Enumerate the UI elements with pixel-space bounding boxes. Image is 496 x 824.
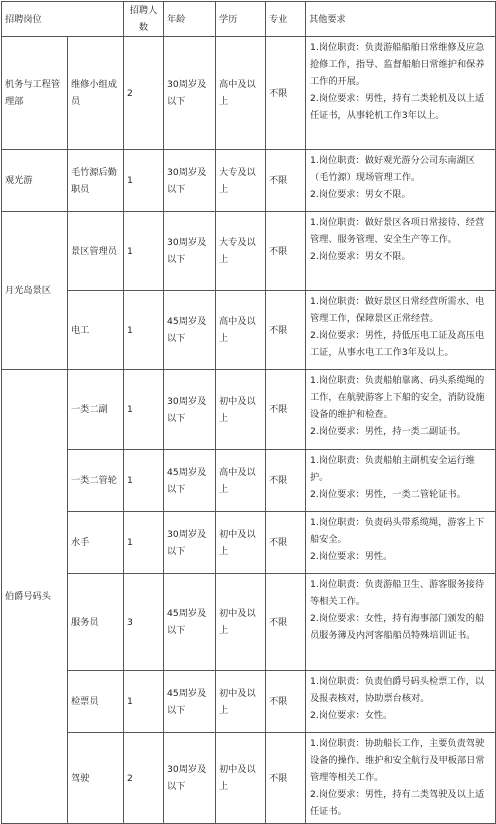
req-duty: 1.岗位职责：做好观光游分公司东南湖区（毛竹源）现场管理工作。 <box>310 155 475 183</box>
count-cell: 1 <box>124 150 164 212</box>
table-row <box>2 291 496 370</box>
age-cell: 45周岁及以下 <box>164 671 216 733</box>
req-requirement: 2.岗位要求：男性，一类二管轮证书。 <box>310 489 466 500</box>
recruitment-table <box>1 1 496 824</box>
table-row <box>2 574 496 671</box>
header-count: 招聘人数 <box>124 2 164 37</box>
req-cell <box>306 37 496 150</box>
req-duty: 1.岗位职责：负责游船卫生、游客服务接待等相关工作。 <box>310 579 485 607</box>
age-cell: 45周岁及以下 <box>164 574 216 671</box>
table-row <box>2 150 496 212</box>
req-cell <box>306 291 496 370</box>
position-cell: 服务员 <box>68 574 124 671</box>
table-row <box>2 671 496 733</box>
header-req: 其他要求 <box>306 2 496 37</box>
req-requirement: 2.岗位要求：男性，持低压电工证及高压电工证，从事水电工工作3年及以上。 <box>310 330 485 358</box>
header-age: 年龄 <box>164 2 216 37</box>
position-cell: 检票员 <box>68 671 124 733</box>
req-requirement: 2.岗位要求：男性，持一类二副证书。 <box>310 426 466 437</box>
req-duty: 1.岗位职责：做好景区各项日常接待、经营管理、服务管理、安全生产等工作。 <box>310 217 485 245</box>
req-duty: 1.岗位职责：负责伯爵号码头检票工作，以及报表核对，协助票台核对。 <box>310 676 485 704</box>
req-cell <box>306 212 496 291</box>
req-requirement: 2.岗位要求：男性，持有二类轮机及以上适任证书，从事轮机工作3年以上。 <box>310 93 485 121</box>
req-cell <box>306 450 496 512</box>
header-major: 专业 <box>266 2 306 37</box>
edu-cell: 初中及以上 <box>216 370 266 450</box>
major-cell: 不限 <box>266 37 306 150</box>
group-cell: 月光岛景区 <box>2 212 68 370</box>
req-cell <box>306 671 496 733</box>
count-cell: 1 <box>124 212 164 291</box>
req-duty: 1.岗位职责：负责船舶主副机安全运行维护。 <box>310 455 475 483</box>
count-cell: 2 <box>124 37 164 150</box>
req-cell <box>306 150 496 212</box>
req-duty: 1.岗位职责：负责游船船舶日常维修及应急抢修工作，指导、监督船舶日常维护和保养工作的开展。 <box>310 42 485 87</box>
edu-cell: 初中及以上 <box>216 671 266 733</box>
count-cell: 1 <box>124 450 164 512</box>
count-cell: 1 <box>124 291 164 370</box>
edu-cell: 高中及以上 <box>216 291 266 370</box>
req-cell <box>306 370 496 450</box>
table-row <box>2 370 496 450</box>
req-requirement: 2.岗位要求：男性。 <box>310 551 393 562</box>
req-requirement: 2.岗位要求：男女不限。 <box>310 189 411 200</box>
major-cell: 不限 <box>266 671 306 733</box>
count-cell: 1 <box>124 370 164 450</box>
req-cell <box>306 733 496 824</box>
count-cell: 1 <box>124 671 164 733</box>
position-cell: 电工 <box>68 291 124 370</box>
major-cell: 不限 <box>266 512 306 574</box>
position-cell: 水手 <box>68 512 124 574</box>
major-cell: 不限 <box>266 291 306 370</box>
position-cell: 毛竹源后勤职员 <box>68 150 124 212</box>
header-post: 招聘岗位 <box>2 2 124 37</box>
req-duty: 1.岗位职责：做好景区日常经营所需水、电管理工作，保障景区正常经营。 <box>310 296 485 324</box>
req-duty: 1.岗位职责：负责船舶靠离、码头系缆绳的工作，在航驶游客上下船的安全，消防设施设备的维护和检查。 <box>310 375 485 420</box>
req-cell <box>306 574 496 671</box>
edu-cell: 高中及以上 <box>216 450 266 512</box>
position-cell: 维修小组成员 <box>68 37 124 150</box>
major-cell: 不限 <box>266 733 306 824</box>
group-cell: 伯爵号码头 <box>2 370 68 824</box>
group-cell: 机务与工程管理部 <box>2 37 68 150</box>
req-requirement: 2.岗位要求：女性，持有海事部门颁发的船员服务簿及内河客船船员特殊培训证书。 <box>310 613 485 641</box>
age-cell: 30周岁及以下 <box>164 212 216 291</box>
req-duty: 1.岗位职责：负责码头带系缆绳，游客上下船安全。 <box>310 517 485 545</box>
count-cell: 1 <box>124 512 164 574</box>
position-cell: 驾驶 <box>68 733 124 824</box>
edu-cell: 大专及以上 <box>216 212 266 291</box>
req-requirement: 2.岗位要求：男女不限。 <box>310 251 411 262</box>
header-edu: 学历 <box>216 2 266 37</box>
req-duty: 1.岗位职责：协助船长工作，主要负责驾驶设备的操作、维护和安全航行及甲板部日常管理等相关工作。 <box>310 738 485 783</box>
count-cell: 3 <box>124 574 164 671</box>
major-cell: 不限 <box>266 212 306 291</box>
table-row <box>2 733 496 824</box>
header-row <box>2 2 496 37</box>
count-cell: 2 <box>124 733 164 824</box>
edu-cell: 大专及以上 <box>216 150 266 212</box>
position-cell: 一类二管轮 <box>68 450 124 512</box>
age-cell: 30周岁及以下 <box>164 37 216 150</box>
major-cell: 不限 <box>266 370 306 450</box>
req-requirement: 2.岗位要求：女性。 <box>310 710 393 721</box>
edu-cell: 初中及以上 <box>216 512 266 574</box>
major-cell: 不限 <box>266 450 306 512</box>
table-row <box>2 450 496 512</box>
table-row <box>2 37 496 150</box>
age-cell: 30周岁及以下 <box>164 370 216 450</box>
age-cell: 45周岁及以下 <box>164 450 216 512</box>
major-cell: 不限 <box>266 150 306 212</box>
major-cell: 不限 <box>266 574 306 671</box>
table-row <box>2 512 496 574</box>
table-row <box>2 212 496 291</box>
edu-cell: 初中及以上 <box>216 574 266 671</box>
edu-cell: 初中及以上 <box>216 733 266 824</box>
edu-cell: 高中及以上 <box>216 37 266 150</box>
age-cell: 30周岁及以下 <box>164 733 216 824</box>
age-cell: 30周岁及以下 <box>164 150 216 212</box>
req-requirement: 2.岗位要求：男性，持有二类驾驶及以上适任证书。 <box>310 789 485 817</box>
position-cell: 一类二副 <box>68 370 124 450</box>
age-cell: 45周岁及以下 <box>164 291 216 370</box>
group-cell: 观光游 <box>2 150 68 212</box>
req-cell <box>306 512 496 574</box>
age-cell: 30周岁及以下 <box>164 512 216 574</box>
position-cell: 景区管理员 <box>68 212 124 291</box>
